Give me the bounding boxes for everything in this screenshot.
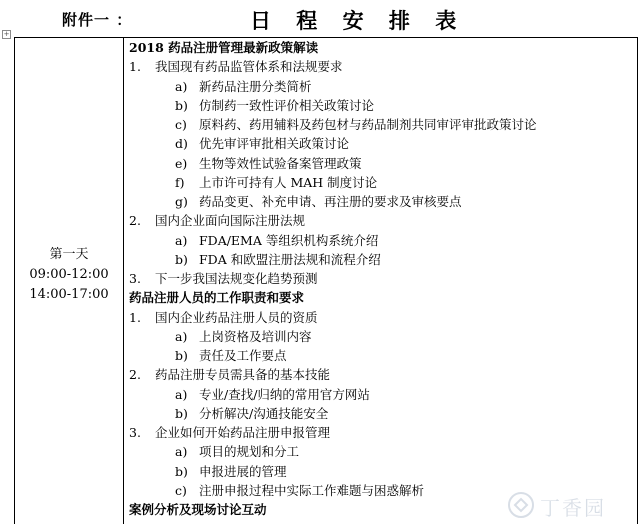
item-text: 企业如何开始药品注册申报管理 [155, 425, 331, 440]
afternoon-time: 14:00-17:00 [29, 287, 109, 302]
agenda-subitem [175, 134, 349, 153]
subitem-marker: b) [175, 251, 188, 267]
agenda-subitem [175, 115, 537, 134]
section-heading [129, 38, 318, 57]
schedule-table [14, 37, 638, 524]
subitem-text: 药品变更、补充申请、再注册的要求及审核要点 [199, 194, 462, 209]
item-number: 3. [129, 271, 141, 286]
subitem-marker: g) [175, 194, 188, 209]
subitem-text: 申报进展的管理 [199, 463, 287, 479]
move-handle-icon[interactable]: + [3, 30, 10, 38]
agenda-subitem [175, 481, 424, 500]
item-number: 1. [129, 59, 141, 75]
day-time-block [15, 245, 123, 305]
subitem-text: 专业/查找/归纳的常用官方网站 [199, 386, 370, 402]
item-text: 药品注册专员需具备的基本技能 [155, 367, 331, 383]
subitem-text: 注册申报过程中实际工作难题与困惑解析 [199, 482, 425, 498]
subitem-text: 分析解决/沟通技能安全 [199, 405, 329, 421]
subitem-marker: a) [175, 78, 188, 94]
subitem-marker: b) [175, 463, 188, 479]
agenda-subitem [175, 231, 378, 250]
section-title: 2018 药品注册管理最新政策解读 [129, 40, 319, 55]
section-title: 药品注册人员的工作职责和要求 [129, 290, 305, 306]
subitem-text: 原料药、药用辅料及药包材与药品制剂共同审评审批政策讨论 [199, 117, 537, 132]
subitem-marker: a) [175, 232, 188, 248]
watermark [506, 488, 636, 522]
subitem-marker: d) [175, 136, 188, 152]
section-title: 案例分析及现场讨论互动 [129, 502, 267, 517]
agenda-item [129, 269, 318, 288]
subitem-marker: a) [175, 328, 188, 344]
item-text: 下一步我国法规变化趋势预测 [155, 271, 318, 286]
subitem-text: FDA 和欧盟注册法规和流程介绍 [199, 251, 381, 267]
agenda-item [129, 308, 318, 327]
agenda-item [129, 423, 330, 442]
subitem-marker: b) [175, 97, 188, 113]
item-number: 2. [129, 213, 141, 229]
item-text: 国内企业药品注册人员的资质 [155, 309, 318, 325]
agenda-subitem [175, 96, 374, 115]
section-heading [129, 500, 267, 519]
agenda-subitem [175, 442, 299, 461]
item-text: 国内企业面向国际注册法规 [155, 213, 306, 229]
subitem-marker: b) [175, 348, 188, 363]
agenda-subitem [175, 173, 377, 192]
agenda-item [129, 365, 330, 384]
subitem-text: 上岗资格及培训内容 [199, 328, 312, 344]
agenda-subitem [175, 154, 362, 173]
subitem-marker: e) [175, 155, 188, 171]
agenda-subitem [175, 404, 328, 423]
subitem-text: 项目的规划和分工 [199, 444, 300, 460]
subitem-marker: f) [175, 174, 185, 190]
agenda-subitem [175, 346, 287, 365]
agenda-subitem [175, 77, 312, 96]
subitem-text: 优先审评审批相关政策讨论 [199, 136, 350, 152]
agenda-subitem [175, 192, 462, 211]
agenda-subitem [175, 385, 370, 404]
day-cell [15, 38, 124, 524]
subitem-text: 仿制药一致性评价相关政策讨论 [199, 97, 375, 113]
subitem-text: FDA/EMA 等组织机构系统介绍 [199, 232, 379, 248]
page-title: 日 程 安 排 表 [250, 9, 466, 33]
section-heading [129, 288, 304, 307]
item-number: 1. [129, 309, 141, 325]
subitem-marker: a) [175, 386, 188, 402]
subitem-text: 上市许可持有人 MAH 制度讨论 [199, 174, 378, 190]
subitem-marker: b) [175, 405, 188, 421]
document-header [0, 0, 640, 34]
day-label: 第一天 [49, 247, 89, 262]
agenda-item [129, 211, 305, 230]
morning-time: 09:00-12:00 [29, 267, 109, 282]
subitem-text: 责任及工作要点 [199, 348, 287, 363]
agenda-subitem [175, 250, 381, 269]
item-text: 我国现有药品监管体系和法规要求 [155, 59, 343, 75]
subitem-text: 新药品注册分类简析 [199, 78, 312, 94]
item-number: 3. [129, 425, 141, 440]
watermark-text: 丁香园 [540, 496, 606, 520]
agenda-subitem [175, 327, 312, 346]
subitem-marker: a) [175, 444, 188, 460]
item-number: 2. [129, 367, 141, 383]
agenda-subitem [175, 462, 287, 481]
attachment-label: 附件一 ： [62, 11, 133, 29]
subitem-marker: c) [175, 117, 187, 132]
subitem-marker: c) [175, 482, 187, 498]
agenda-item [129, 57, 343, 76]
dxy-logo-icon [506, 490, 536, 520]
subitem-text: 生物等效性试验备案管理政策 [199, 155, 362, 171]
